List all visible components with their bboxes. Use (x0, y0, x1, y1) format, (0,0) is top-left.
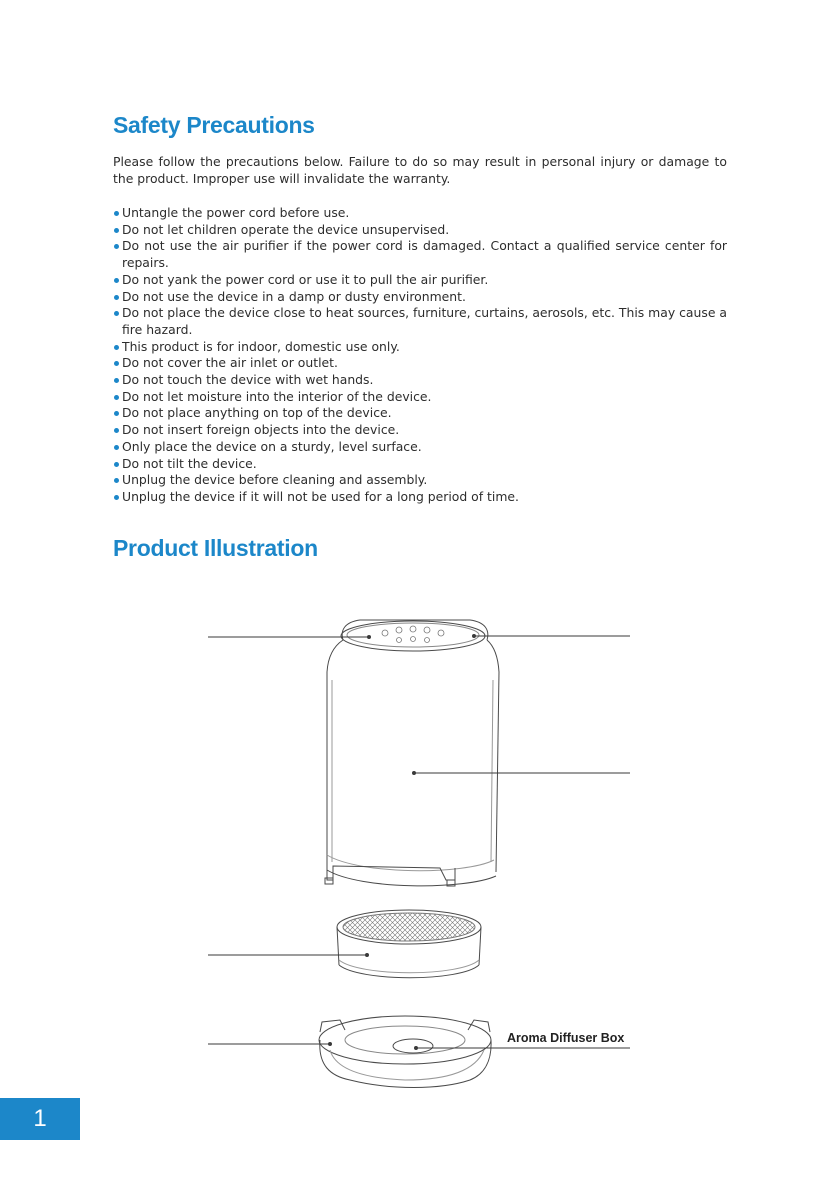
list-item: This product is for indoor, domestic use only. (113, 339, 727, 356)
control-panel-icon (382, 626, 444, 643)
list-item: Unplug the device if it will not be used for a long period of time. (113, 489, 727, 506)
list-item: Unplug the device before cleaning and assembly. (113, 472, 727, 489)
list-item: Do not use the device in a damp or dusty environment. (113, 289, 727, 306)
list-item: Do not place the device close to heat sources, furniture, curtains, aerosols, etc. This may cause a fire hazard. (113, 305, 727, 338)
illustration-title: Product Illustration (113, 535, 318, 561)
list-item: Do not place anything on top of the device. (113, 405, 727, 422)
list-item: Do not use the air purifier if the power cord is damaged. Contact a qualified service center for repairs. (113, 238, 727, 271)
list-item: Untangle the power cord before use. (113, 205, 727, 222)
list-item: Do not cover the air inlet or outlet. (113, 355, 727, 372)
list-item: Do not let children operate the device unsupervised. (113, 222, 727, 239)
leader-lines (208, 635, 630, 1050)
safety-title: Safety Precautions (113, 112, 315, 138)
filter (337, 910, 481, 978)
list-item: Do not let moisture into the interior of the device. (113, 389, 727, 406)
aroma-diffuser-box-label: Aroma Diffuser Box (507, 1031, 625, 1045)
purifier-base (319, 1016, 491, 1088)
list-item: Do not touch the device with wet hands. (113, 372, 727, 389)
list-item: Do not yank the power cord or use it to pull the air purifier. (113, 272, 727, 289)
safety-intro: Please follow the precautions below. Failure to do so may result in personal injury or damage to the product. Improper use will invalidate the warranty. (113, 154, 727, 186)
list-item: Do not tilt the device. (113, 456, 727, 473)
page-number: 1 (0, 1098, 80, 1140)
purifier-body (325, 620, 499, 886)
list-item: Do not insert foreign objects into the device. (113, 422, 727, 439)
list-item: Only place the device on a sturdy, level surface. (113, 439, 727, 456)
